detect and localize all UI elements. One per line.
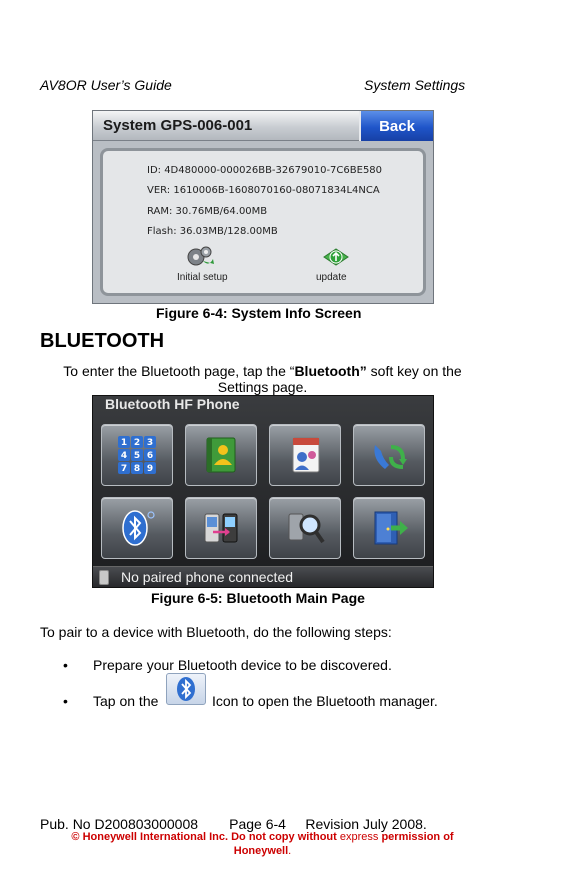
- pairing-intro: To pair to a device with Bluetooth, do the following steps:: [40, 624, 392, 640]
- bluetooth-tile[interactable]: [101, 497, 173, 559]
- svg-text:7: 7: [120, 464, 128, 474]
- svg-text:4: 4: [120, 451, 128, 461]
- figure-6-4-caption: Figure 6-4: System Info Screen: [156, 305, 362, 321]
- exit-door-icon: [369, 508, 409, 548]
- phone-icon: [99, 570, 109, 585]
- update-icon[interactable]: [321, 243, 351, 269]
- svg-text:5: 5: [133, 451, 141, 461]
- phone-sync-tile[interactable]: [185, 497, 257, 559]
- transfer-call-tile[interactable]: [353, 424, 425, 486]
- system-info-panel: [100, 148, 426, 296]
- section-heading: BLUETOOTH: [40, 330, 165, 352]
- bluetooth-main-screenshot: [92, 395, 434, 588]
- svg-text:6: 6: [146, 451, 154, 461]
- device-search-tile[interactable]: [269, 497, 341, 559]
- step-tap-icon-before: Tap on the: [93, 693, 159, 709]
- initial-setup-label[interactable]: Initial setup: [177, 272, 228, 283]
- initial-setup-icon[interactable]: [185, 243, 215, 269]
- bullet-marker: •: [63, 693, 68, 709]
- system-version-line: VER: 1610006B-1608070160-08071834L4NCA: [147, 185, 380, 196]
- update-label[interactable]: update: [316, 272, 347, 283]
- svg-text:2: 2: [133, 438, 141, 448]
- call-history-icon: [285, 435, 325, 475]
- copyright-line2: Honeywell.: [233, 845, 292, 857]
- dial-pad-icon: [117, 435, 157, 475]
- header-section-title: System Settings: [364, 77, 466, 93]
- device-search-icon: [285, 508, 325, 548]
- header-guide-title: AV8OR User’s Guide: [40, 77, 172, 93]
- phonebook-tile[interactable]: [185, 424, 257, 486]
- system-ram-line: RAM: 30.76MB/64.00MB: [147, 206, 268, 217]
- exit-tile[interactable]: [353, 497, 425, 559]
- step-prepare-device: Prepare your Bluetooth device to be discovered.: [93, 657, 392, 673]
- bluetooth-icon: [117, 508, 157, 548]
- system-flash-line: Flash: 36.03MB/128.00MB: [147, 226, 278, 237]
- bluetooth-manager-icon: [166, 673, 206, 705]
- bluetooth-status-bar: [93, 566, 433, 587]
- system-info-screenshot: [92, 110, 434, 304]
- system-info-title: System GPS-006-001: [103, 117, 253, 134]
- dial-pad-tile[interactable]: [101, 424, 173, 486]
- back-button[interactable]: Back: [359, 111, 433, 141]
- bluetooth-intro-line2: Settings page.: [217, 379, 308, 395]
- step-tap-icon-after: Icon to open the Bluetooth manager.: [212, 693, 438, 709]
- bluetooth-icon: [175, 676, 197, 702]
- bluetooth-intro-line1: To enter the Bluetooth page, tap the “Bluetooth” soft key on the: [63, 363, 462, 379]
- copyright-line1: © Honeywell International Inc. Do not copy without express permission of: [71, 831, 454, 843]
- footer-publication-info: Pub. No D200803000008 Page 6-4 Revision July 2008.: [40, 816, 427, 832]
- call-history-tile[interactable]: [269, 424, 341, 486]
- bluetooth-status-text: No paired phone connected: [121, 569, 294, 585]
- transfer-call-icon: [369, 435, 409, 475]
- svg-text:8: 8: [133, 464, 141, 474]
- svg-text:3: 3: [146, 438, 154, 448]
- bluetooth-screen-title: Bluetooth HF Phone: [105, 396, 240, 412]
- system-id-line: ID: 4D480000-000026BB-32679010-7C6BE580: [147, 165, 383, 176]
- phone-sync-icon: [201, 508, 241, 548]
- bullet-marker: •: [63, 657, 68, 673]
- figure-6-5-caption: Figure 6-5: Bluetooth Main Page: [151, 590, 365, 606]
- svg-text:1: 1: [120, 438, 128, 448]
- phonebook-icon: [201, 435, 241, 475]
- svg-text:9: 9: [146, 464, 154, 474]
